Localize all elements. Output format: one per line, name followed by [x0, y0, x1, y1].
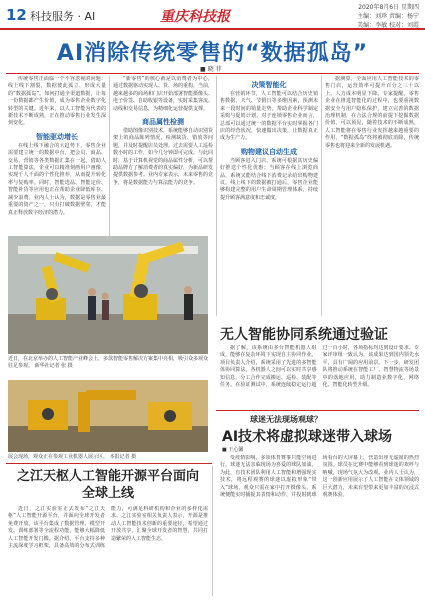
industrial-robot-image: [8, 380, 208, 452]
headline-divider: [6, 73, 419, 74]
subhead: 购物建议自动生成: [241, 147, 297, 156]
column-divider: [212, 466, 213, 596]
column-divider: [216, 76, 217, 316]
article1-column-1: 传统零售正面临一个不容忽视的问题：线上线下割裂，数据彼此孤立，形成大量的“数据孤岛”。如何打通全渠道数据，让每一份数据都产生价值，成为零售企业数字化转型的关键。近年来，以人工智能为代表的新技术不断成熟，正在推动零售行业发生深刻变化。 智能驱动增长 在线上线下融合的大趋势下，零售企业需要建立统一的数据中台，把会员、商品、交易、营销等各类数据汇集在一起。借助人工智能算法，企业可以精准刻画用户画像，实现千人千面的个性化推荐，从而提升转化率与复购率。同时，智能选品、智能定价、智能补货等应用也正在帮助企业降低库存、减少浪费。业内人士认为，数据是零售业最重要的资产之一，只有打破数据壁垒，才能真正释放数字经济的潜力。: [8, 76, 106, 216]
section-divider: [6, 463, 212, 464]
exhibition-photo: [8, 236, 208, 354]
section-divider: [216, 410, 419, 411]
date-block: 2020年8月6日 星期四 主编：刘珍 责编：杨宁 美编：李敏 校对：刘霞: [357, 4, 419, 29]
subhead: 决策智能化: [251, 81, 287, 89]
robot-arm-image: [8, 236, 208, 354]
article2-headline: 无人智能协同系统通过验证: [220, 327, 388, 343]
page-header: [0, 0, 425, 30]
factory-photo: [8, 380, 208, 452]
article1-column-3: 决策智能化 在营销环节，人工智能可以结合历史销售数据、天气、节假日等多维因素，预测未来一段时间的销量走势，帮助企业科学制定采购与促销计划。对于连锁零售企业而言，总部可以通过统一的数据平台实时掌握各门店的经营状况，快速做出决策，让数据真正成为生产力。 购物建议自动生成 当顾客进入门店，系统可根据其历史偏好推送个性化优惠；当顾客在线上浏览商品，系统又能结合线下消费记录给出购物建议。线上线下的数据被打通后，零售企业能够构建完整的用户生命周期管理体系，持续提升顾客满意度和忠诚度。: [220, 81, 318, 201]
article1-column-4: 据测算，全面应用人工智能技术的零售门店，运营效率可提升百分之三十以上，人力成本明显下降。专家提醒，零售企业在推进智能化的过程中，也要重视数据安全与用户隐私保护，建立完善的数据治理机制，在合法合规的前提下挖掘数据价值。可以预见，随着技术的不断成熟，人工智能将在零售行业发挥越来越重要的作用，“数据孤岛”终将被彻底消除，传统零售也将迎来全新的发展机遇。: [325, 76, 419, 149]
article4-body: 受疫情影响，多项体育赛事只能空场进行，球迷无法亲临现场为喜爱的球队加油。为此，有技术团队利用人工智能和增强现实技术，将远程观赛的球迷以虚拟形象“带入”球场。观众只需在家中打开摄像头，系统便能实时捕捉其表情和动作，并投射到球场看台的大屏幕上，营造出座无虚席的热烈氛围。球员在比赛中能够看到球迷的欢呼与呐喊，现场气氛大为改观。业内人士认为，这一创新应用展示了人工智能在文体领域的巨大潜力，未来有望带来更加丰富的沉浸式观赛体验。: [220, 455, 419, 499]
newspaper-logo: 重庆科技报: [160, 9, 230, 25]
main-headline: AI消除传统零售的“数据孤岛”: [56, 41, 369, 66]
photo-caption: 近日，在北京举办的人工智能产业峰会上，多款智能零售解决方案集中亮相，吸引众多观众驻足参观。 新华社记者 张 摄: [8, 356, 209, 369]
subhead: 商品属性检测: [142, 118, 184, 127]
article3-headline: 之江天枢人工智能开源平台面向全球上线: [16, 469, 199, 501]
article1-column-2: “新零售”的核心就是以消费者为中心，通过数据驱动实现人、货、场的重构。当前，越来越多的商场和门店开始部署智能摄像头、电子价签、自助收银等设备，实时采集客流、动线和交易信息，为精细化运营提供支撑。 商品属性检测 借助图像识别技术，系统能够自动识别货架上的商品陈列情况，检测缺货、错放等问题，并及时提醒店员处理。过去需要人工巡检数小时的工作，如今几分钟即可完成。与此同时，基于计算机视觉的商品属性分析，可以帮助品牌方了解消费者的真实偏好，为新品研发提供数据参考。业内专家表示，未来零售的竞争，将是数据能力与算法能力的竞争。: [113, 76, 213, 186]
article2-body: 据了解，该系统由多台智能机器人组成，能够在复杂环境下实现自主协同作业。项目负责人介绍，系统采用了先进的多智能体协同算法，各机器人之间可以实时共享感知信息，分工合作完成搬运、巡检、装配等任务。在验证测试中，系统连续稳定运行超过一百小时，各项指标均达到设计要求。专家评审组一致认为，该成果达到国内领先水平，具有广阔的应用前景。下一步，研发团队将推动系统在智能工厂、智慧物流等场景中的落地应用，助力制造业数字化、网络化、智能化转型升级。: [220, 345, 419, 389]
section-name: 科技服务 · AI: [30, 10, 96, 23]
page-number: 12: [6, 6, 27, 24]
main-byline: ■ 晓 菲: [200, 66, 222, 73]
article4-byline: ■ 王心馨: [222, 447, 244, 453]
article4-headline: AI技术将虚拟球迷带入球场: [222, 429, 393, 445]
article3-body: 近日，之江实验室正式发布“之江天枢”人工智能开源平台，并面向全球开发者免费开放。该平台集成了数据管理、模型开发、训练部署等全流程功能，能够大幅降低人工智能开发门槛。据介绍，平台支持多种主流深度学习框架，具备高效的分布式训练能力，可满足科研机构和企业的多样化需求。之江实验室相关负责人表示，开源是推动人工智能技术创新的重要途径，希望通过开放共享，汇聚全球开发者的智慧，共同打造繁荣的人工智能生态。: [8, 506, 208, 550]
article4-kicker: 球迷无法现场观球？: [250, 415, 322, 424]
photo-caption: 展会现场，观众正在参观工业机器人展示区。 本报记者 摄: [8, 454, 137, 460]
subhead: 智能驱动增长: [36, 132, 78, 141]
column-divider: [321, 76, 322, 316]
